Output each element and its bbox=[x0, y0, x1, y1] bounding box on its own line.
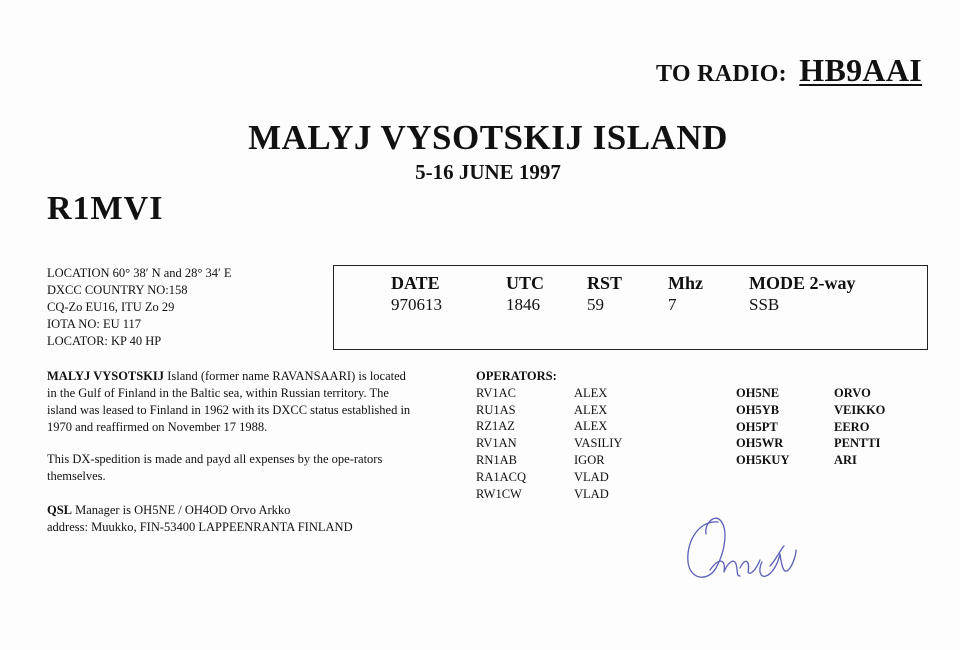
qso-mhz-value: 7 bbox=[668, 295, 677, 314]
qso-mode-value: SSB bbox=[749, 295, 780, 314]
operators-list bbox=[476, 368, 623, 502]
qso-utc-column bbox=[506, 272, 544, 316]
operator-callsign: RV1AN bbox=[476, 436, 517, 451]
operator-name: VASILIY bbox=[574, 436, 623, 451]
iota-line: IOTA NO: EU 117 bbox=[47, 317, 142, 331]
to-radio-line bbox=[656, 52, 922, 89]
operator-callsign: RW1CW bbox=[476, 486, 522, 501]
operator-callsign: RN1AB bbox=[476, 452, 517, 467]
qsl-manager-line bbox=[47, 502, 417, 519]
qso-date-header: DATE bbox=[391, 273, 440, 293]
operator-name: ALEX bbox=[574, 419, 608, 434]
qso-date-column bbox=[391, 272, 442, 316]
island-description bbox=[47, 368, 417, 536]
operator-name: EERO bbox=[834, 419, 870, 434]
qso-rst-column bbox=[587, 272, 622, 316]
location-line: LOCATION 60° 38′ N and 28° 34′ E bbox=[47, 266, 232, 280]
recipient-callsign: HB9AAI bbox=[799, 52, 922, 88]
handwritten-signature bbox=[680, 510, 810, 590]
operator-name: VLAD bbox=[574, 486, 609, 501]
card-title: MALYJ VYSOTSKIJ ISLAND bbox=[248, 118, 728, 157]
operator-callsign: OH5KUY bbox=[736, 453, 790, 468]
operators-column-1 bbox=[476, 385, 623, 503]
operator-row bbox=[476, 418, 608, 435]
operator-row bbox=[476, 452, 605, 469]
qso-utc-header: UTC bbox=[506, 273, 545, 293]
island-name: MALYJ VYSOTSKIJ bbox=[47, 369, 165, 383]
qso-utc-value: 1846 bbox=[506, 295, 540, 314]
station-callsign: R1MVI bbox=[47, 190, 164, 227]
operator-row bbox=[476, 469, 609, 486]
to-radio-label: TO RADIO: bbox=[656, 61, 787, 87]
qso-rst-header: RST bbox=[587, 273, 623, 293]
qso-mhz-column bbox=[668, 272, 703, 316]
operator-name: IGOR bbox=[574, 452, 605, 467]
operator-name: VLAD bbox=[574, 469, 609, 484]
operator-name: ALEX bbox=[574, 385, 608, 400]
description-text: Island (former name RAVANSAARI) is located in the Gulf of Finland in the Baltic sea, within Russian territory. The island was leased to Finland in 1962 with its DXCC status established in 1970 and reaffirmed on November 17 1988. bbox=[47, 369, 411, 434]
operator-name: ORVO bbox=[834, 386, 871, 400]
expedition-note: This DX-spedition is made and payd all expenses by the ope-rators themselves. bbox=[47, 452, 383, 483]
operator-row bbox=[476, 486, 609, 503]
operator-row bbox=[476, 435, 623, 452]
qso-mode-header: MODE 2-way bbox=[749, 273, 856, 293]
qso-details-box bbox=[333, 265, 928, 350]
operator-callsign: RU1AS bbox=[476, 402, 516, 417]
qsl-manager-text: Manager is OH5NE / OH4OD Orvo Arkko bbox=[72, 503, 291, 517]
operator-row bbox=[476, 402, 608, 419]
qsl-address: address: Muukko, FIN-53400 LAPPEENRANTA FINLAND bbox=[47, 520, 353, 534]
card-dates: 5-16 JUNE 1997 bbox=[415, 160, 561, 184]
station-info bbox=[47, 265, 232, 350]
qso-rst-value: 59 bbox=[587, 295, 604, 314]
operator-callsign: RA1ACQ bbox=[476, 469, 527, 484]
operator-name: ARI bbox=[834, 453, 857, 468]
operator-row bbox=[476, 385, 608, 402]
operator-callsign: RZ1AZ bbox=[476, 419, 515, 434]
cq-itu-line: CQ-Zo EU16, ITU Zo 29 bbox=[47, 300, 175, 314]
qsl-label: QSL bbox=[47, 503, 73, 517]
qso-mhz-header: Mhz bbox=[668, 273, 703, 293]
operator-callsign: OH5WR bbox=[736, 436, 784, 451]
operator-callsign: RV1AC bbox=[476, 385, 516, 400]
qso-mode-column bbox=[749, 272, 856, 316]
operator-name: ALEX bbox=[574, 402, 608, 417]
qso-date-value: 970613 bbox=[391, 295, 442, 314]
operators-heading: OPERATORS: bbox=[476, 369, 557, 383]
dxcc-line: DXCC COUNTRY NO:158 bbox=[47, 283, 188, 297]
operator-name: PENTTI bbox=[834, 436, 881, 451]
operator-callsign: OH5YB bbox=[736, 402, 780, 417]
operator-callsign: OH5PT bbox=[736, 419, 778, 434]
operator-name: VEIKKO bbox=[834, 402, 886, 417]
description-paragraph bbox=[47, 368, 417, 436]
operator-callsign: OH5NE bbox=[736, 386, 780, 400]
locator-line: LOCATOR: KP 40 HP bbox=[47, 334, 162, 348]
